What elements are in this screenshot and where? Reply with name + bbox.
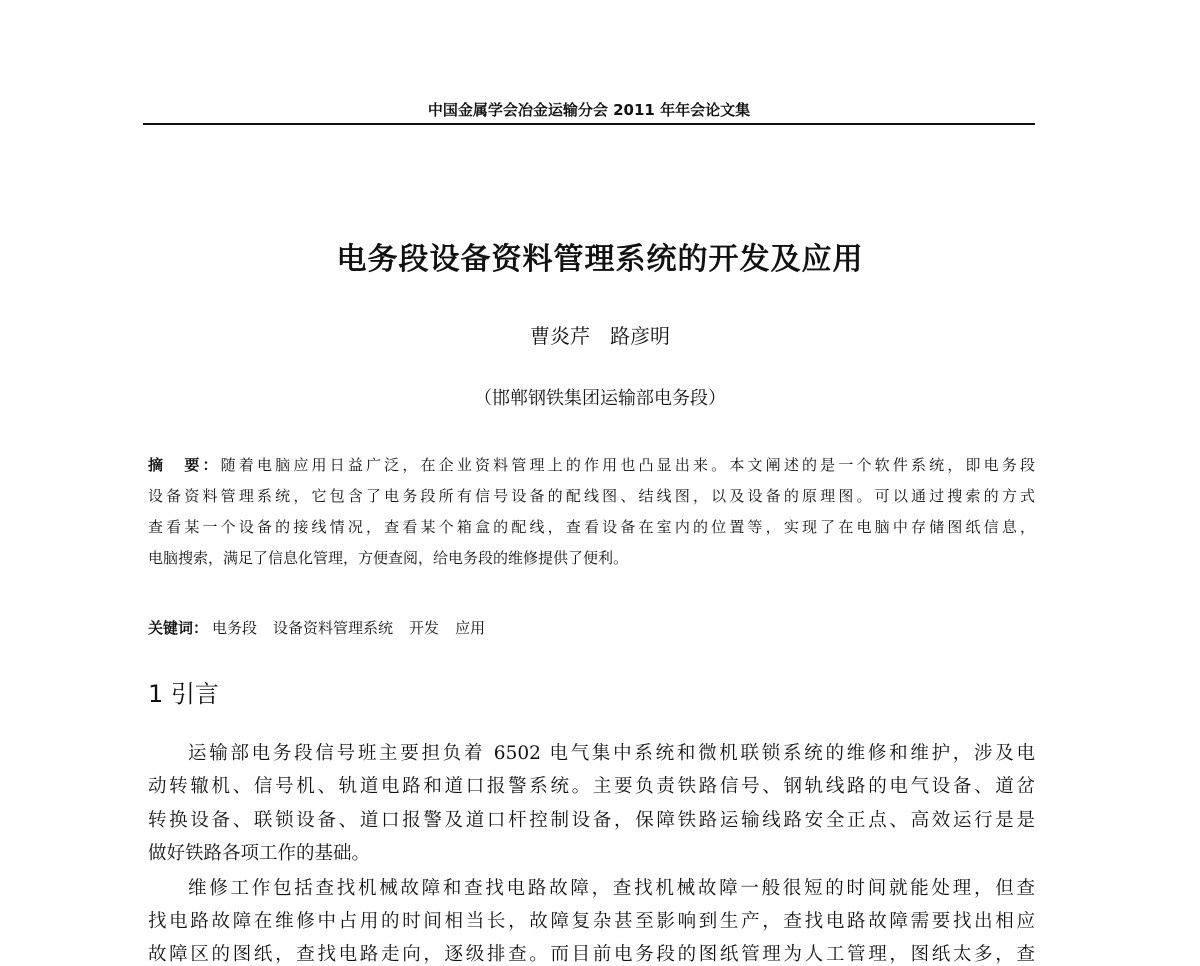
abstract-line	[148, 454, 1035, 475]
authors: 曹炎芹 路彦明	[530, 324, 670, 348]
abstract-line: 设备资料管理系统，它包含了电务段所有信号设备的配线图、结线图，以及设备的原理图。可以通过搜索的方式	[148, 487, 1035, 505]
abstract-label: 摘 要：	[148, 456, 221, 474]
abstract-line: 查看某一个设备的接线情况，查看某个箱盒的配线，查看设备在室内的位置等，实现了在电脑中存储图纸信息，	[148, 518, 1035, 536]
keyword: 电务段	[212, 619, 258, 637]
header-rule	[143, 123, 1035, 125]
body-line: 维修工作包括查找机械故障和查找电路故障，查找机械故障一般很短的时间就能处理，但查	[188, 878, 1035, 899]
body-line: 找电路故障在维修中占用的时间相当长，故障复杂甚至影响到生产，查找电路故障需要找出相应	[148, 911, 1035, 932]
body-line: 做好铁路各项工作的基础。	[148, 843, 371, 864]
body-line: 动转辙机、信号机、轨道电路和道口报警系统。主要负责铁路信号、钢轨线路的电气设备、道岔	[148, 776, 1035, 797]
paper-title: 电务段设备资料管理系统的开发及应用	[336, 242, 864, 277]
keywords	[148, 617, 501, 638]
keyword: 设备资料管理系统	[273, 619, 394, 637]
keyword: 开发	[409, 619, 440, 637]
body-line: 运输部电务段信号班主要担负着 6502 电气集中系统和微机联锁系统的维修和维护，涉及电	[188, 743, 1035, 764]
keyword: 应用	[455, 619, 486, 637]
keywords-label: 关键词：	[148, 619, 209, 637]
body-line: 故障区的图纸，查找电路走向，逐级排查。而目前电务段的图纸管理为人工管理，图纸太多，查	[148, 944, 1035, 965]
section-heading: 1 引言	[148, 680, 219, 708]
affiliation: （邯郸钢铁集团运输部电务段）	[474, 388, 726, 409]
abstract-text: 随着电脑应用日益广泛，在企业资料管理上的作用也凸显出来。本文阐述的是一个软件系统，即电务段	[220, 456, 1035, 474]
abstract-line: 电脑搜索，满足了信息化管理，方便查阅，给电务段的维修提供了便利。	[148, 549, 629, 567]
body-line: 转换设备、联锁设备、道口报警及道口杆控制设备，保障铁路运输线路安全正点、高效运行是是	[148, 810, 1035, 831]
running-header: 中国金属学会冶金运输分会 2011 年年会论文集	[427, 101, 751, 119]
